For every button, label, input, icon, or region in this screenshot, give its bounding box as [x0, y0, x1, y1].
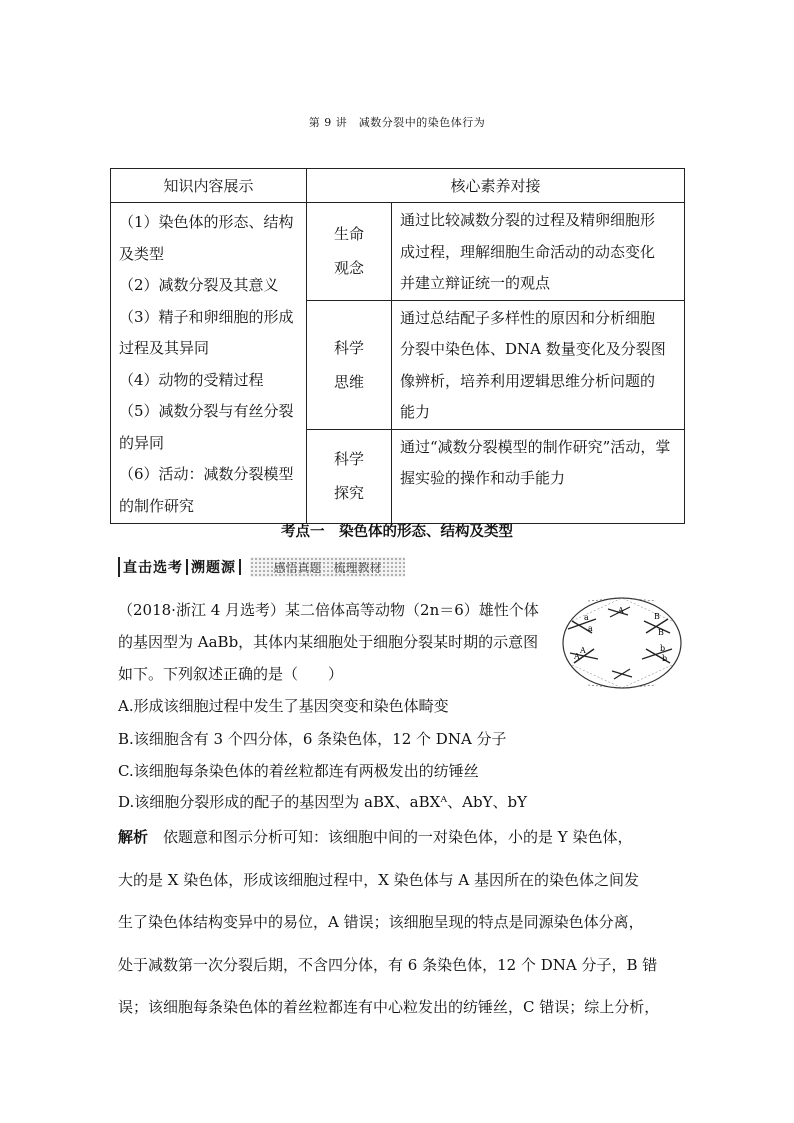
- cell-division-diagram: [558, 593, 686, 693]
- competency-description: [392, 429, 685, 523]
- competency-category: [307, 203, 392, 301]
- section-heading: 考点一 染色体的形态、结构及类型: [281, 523, 513, 540]
- competency-category: [307, 429, 392, 523]
- category-line: 观念: [333, 259, 364, 278]
- question-stem-line: 的基因型为 AaBb，其体内某细胞处于细胞分裂某时期的示意图: [118, 633, 539, 651]
- question-stem-line: （2018·浙江 4 月选考）某二倍体高等动物（2n＝6）雄性个体: [118, 601, 539, 619]
- knowledge-line: （4）动物的受精过程: [119, 370, 264, 389]
- banner-divider: [186, 559, 188, 575]
- gene-label: A: [618, 606, 624, 615]
- description-line: 像辨析，培养利用逻辑思维分析问题的: [400, 371, 656, 390]
- banner-label-left: 直击选考: [118, 557, 183, 577]
- analysis-line: 误；该细胞每条染色体的着丝粒都连有中心粒发出的纺锤丝，C 错误；综上分析，: [118, 998, 660, 1016]
- gene-label: B: [658, 628, 664, 637]
- option-c: C.该细胞每条染色体的着丝粒都连有两极发出的纺锤丝: [118, 762, 479, 780]
- description-line: 分裂中染色体、DNA 数量变化及分裂图: [400, 340, 666, 358]
- knowledge-line: （5）减数分裂与有丝分裂: [119, 402, 294, 420]
- analysis-label: 解析: [118, 828, 149, 846]
- lecture-title: 第 9 讲 减数分裂中的染色体行为: [308, 116, 486, 129]
- description-line: 并建立辩证统一的观点: [400, 274, 551, 292]
- spindle-fiber: [572, 665, 672, 688]
- description-line: 通过总结配子多样性的原因和分析细胞: [400, 308, 656, 327]
- banner-tag: 感悟真题 梳理教材: [250, 557, 405, 577]
- gene-label: A: [574, 652, 580, 661]
- category-line: 生命: [333, 225, 364, 244]
- option-d: D.该细胞分裂形成的配子的基因型为 aBX、aBXᴬ、AbY、bY: [118, 793, 527, 811]
- chromosome: [642, 649, 672, 663]
- analysis-line: 生了染色体结构变异中的易位，A 错误；该细胞呈现的特点是同源染色体分离，: [118, 913, 644, 931]
- competency-description: [392, 300, 685, 429]
- gene-label: b: [660, 644, 666, 653]
- description-line: 握实验的操作和动手能力: [400, 469, 566, 487]
- gene-label: a: [584, 613, 589, 622]
- question-stem-line: 如下。下列叙述正确的是（ ）: [118, 665, 344, 683]
- chromosome: [644, 619, 670, 633]
- banner-label-right: 溯题源: [191, 560, 236, 576]
- table-header-knowledge: 知识内容展示: [111, 169, 307, 203]
- knowledge-line: 及类型: [119, 244, 165, 263]
- category-line: 探究: [333, 484, 364, 502]
- knowledge-list: [111, 203, 307, 524]
- knowledge-line: （3）精子和卵细胞的形成: [119, 307, 294, 326]
- description-line: 通过比较减数分裂的过程及精卵细胞形: [400, 211, 656, 229]
- knowledge-line: （2）减数分裂及其意义: [119, 276, 279, 294]
- category-line: 思维: [333, 372, 364, 391]
- table-header-competency: 核心素养对接: [307, 169, 685, 203]
- category-line: 科学: [333, 338, 364, 357]
- gene-label: a: [588, 624, 593, 633]
- competency-description: [392, 203, 685, 301]
- knowledge-line: （1）染色体的形态、结构: [119, 213, 294, 231]
- analysis-line: [118, 827, 684, 847]
- category-line: 科学: [333, 450, 364, 468]
- content-table: [110, 168, 685, 524]
- gene-label: A: [580, 646, 586, 655]
- option-a: A.形成该细胞过程中发生了基因突变和染色体畸变: [118, 697, 449, 715]
- gene-label: b: [662, 654, 668, 663]
- description-line: 能力: [400, 403, 431, 421]
- knowledge-line: 过程及其异同: [119, 339, 210, 357]
- chromosome: [612, 669, 632, 679]
- knowledge-line: 的异同: [119, 433, 165, 452]
- analysis-line: 处于减数第一次分裂后期，不含四分体，有 6 条染色体，12 个 DNA 分子，B 错: [118, 956, 658, 974]
- description-line: 通过“减数分裂模型的制作研究”活动，掌: [400, 437, 671, 456]
- knowledge-line: （6）活动：减数分裂模型: [119, 465, 294, 483]
- banner-divider: [239, 559, 241, 575]
- description-line: 成过程，理解细胞生命活动的动态变化: [400, 242, 656, 261]
- option-b: B.该细胞含有 3 个四分体，6 条染色体，12 个 DNA 分子: [118, 730, 507, 748]
- competency-category: [307, 300, 392, 429]
- gene-label: B: [654, 612, 660, 621]
- section-banner: [118, 557, 405, 577]
- knowledge-line: 的制作研究: [119, 496, 195, 515]
- analysis-text: 依题意和图示分析可知：该细胞中间的一对染色体，小的是 Y 染色体，: [163, 828, 633, 846]
- analysis-line: 大的是 X 染色体，形成该细胞过程中，X 染色体与 A 基因所在的染色体之间发: [118, 871, 640, 889]
